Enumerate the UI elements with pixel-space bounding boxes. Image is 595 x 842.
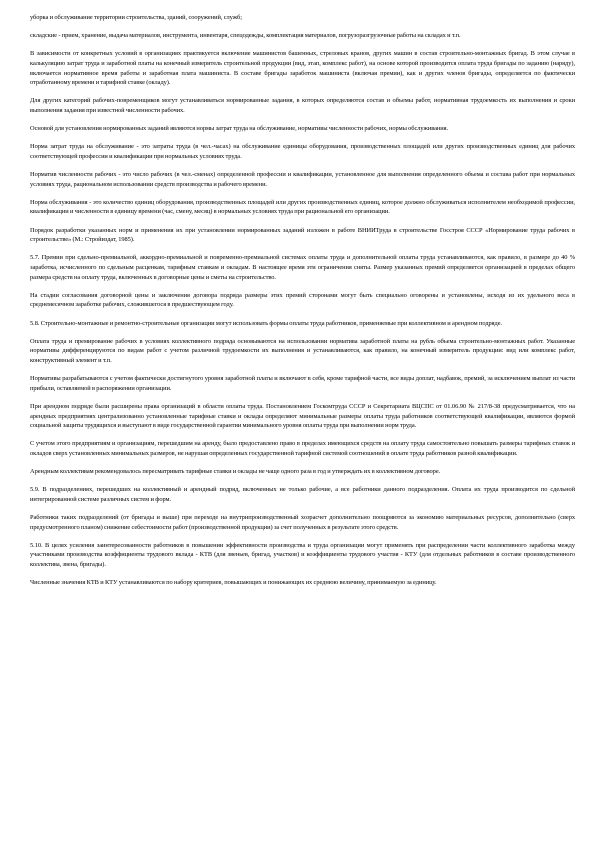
- paragraph: уборка и обслуживание территории строительства, зданий, сооружений, служб;: [30, 14, 242, 21]
- paragraph: Работники таких подразделений (от бригады и выше) при переходе на внутрипроизводственный хозрасчет дополнительно поощряются за экономию материальных ресурсов, дополнительно (сверх предусмотренного планом) снижение себестоимости работ (производственной продукции) за счет полученных в результате этого средств.: [30, 514, 575, 531]
- paragraph: В зависимости от конкретных условий в организациях практикуется включение машинистов башенных, стреловых кранов, других машин в состав строительно-монтажных бригад. В этом случае в калькуляцию затрат труда и заработной платы на конечный измеритель строительной продукции (вид, этап, комплекс работ), на основе которой производится оплата труда бригады по заданию (наряду), включается нормативное время работы и заработная плата машиниста. В составе бригады заработок машиниста (включая премии), как и других членов бригады, определяется по фактически отработанному времени и тарифной ставке (окладу).: [30, 50, 575, 87]
- section-5-10-paragraph: 5.10. В целях усиления заинтересованности работников в повышении эффективности производства и труда организации могут применять при распределении части коллективного заработка между участниками производства коэффициенты трудового вклада - КТВ (для звеньев, бригад, участков) и коэффициенты трудового участия - КТУ (для отдельных работников в составе производственного коллектива, звена, бригады).: [30, 541, 575, 569]
- paragraph: Норма затрат труда на обслуживание - это затраты труда (в чел.-часах) на обслуживание единицы оборудования, производственных площадей или других производственных единиц для рабочих соответствующей профессии и квалификации при нормальных условиях труда.: [30, 143, 575, 160]
- paragraph: Основой для установления нормированных заданий являются нормы затрат труда на обслуживание, нормативы численности рабочих, нормы обслуживания.: [30, 125, 449, 133]
- paragraph: Численные значения КТВ и КТУ устанавливаются по набору критериев, повышающих и понижающих их среднюю величину, принимаемую за единицу.: [30, 579, 437, 587]
- paragraph: Арендным коллективам рекомендовалось пересматривать тарифные ставки и оклады не чаще одного раза в год и утверждать их в коллективном договоре.: [30, 468, 441, 476]
- section-5-9-paragraph: 5.9. В подразделениях, перешедших на коллективный и арендный подряд, включенных не только рабочие, а все работники данного подразделения. Оплата их труда производится по сдельной интегрированной системе различных систем и форм.: [30, 486, 575, 503]
- paragraph: складские - прием, хранение, выдача материалов, инструмента, инвентаря, спецодежды, комплектация материалов, погрузоразгрузочные работы на складах и т.п.: [30, 32, 461, 40]
- section-5-8-paragraph: 5.8. Строительно-монтажные и ремонтно-строительные организации могут использовать формы оплаты труда работников, применяемые при коллективном и арендном подряде.: [30, 319, 503, 327]
- paragraph: Порядок разработки указанных норм и применения их при установлении нормированных заданий изложен в работе ВНИИТруда в строительстве Госстроя СССР «Нормирование труда рабочих в строительстве» (М.: Стройиздат, 1985).: [30, 226, 575, 244]
- paragraph: С учетом этого предприятиям и организациям, перешедшим на аренду, было предоставлено право в пределах имеющихся средств на оплату труда самостоятельно повышать размеры тарифных ставок и окладов сверх установленных минимальных размеров, не нарушая определенных государственной тарифной системой соотношений в оплате труда работников разной квалификации.: [30, 440, 575, 457]
- paragraph: Норма обслуживания - это количество единиц оборудования, производственных площадей или других производственных единиц, которое должно обслуживаться исполнителем необходимой профессии, квалификации и численности в единицу времени (час, смену, месяц) в нормальных условиях труда при рациональной его организации.: [30, 198, 575, 216]
- section-5-7-paragraph: 5.7. Премии при сдельно-премиальной, аккордно-премиальной и повременно-премиальной системах оплаты труда и дополнительной оплаты труда устанавливаются, как правило, в размере до 40 % заработка, исчисленного по сдельным расценкам, тарифным ставкам и окладам. В настоящее время эти ограничения сняты. Размер указанных премий определяется организацией в пределах общего размера средств на оплату труда, включенных в договорные цены и сметы на строительство.: [30, 254, 575, 281]
- paragraph: На стадии согласования договорной цены и заключения договора подряда размеры этих премий сторонами могут быть специально оговорены и установлены, исходя из их удельного веса в среднемесячном заработке рабочих, сложившегося в предшествующем году.: [30, 291, 575, 309]
- paragraph: При арендном подряде были расширены права организаций в области оплаты труда. Постановлением Госкомтруда СССР и Секретариата ВЦСПС от 01.06.90 № 217/8-38 предусматривается, что на арендных предприятиях централизованно установленные тарифные ставки и оклады определяют минимальные размеры оплаты труда работников соответствующей квалификации, являются формой социальной защиты трудящихся и выступают в виде государственной гарантии минимального уровня оплаты труда при выполнении норм труда.: [30, 402, 575, 430]
- paragraph: Оплата труда и премирование рабочих в условиях коллективного подряда основываются на использовании норматива заработной платы на рубль объема строительно-монтажных работ. Указанные нормативы дифференцируются по видам работ с учетом различной трудоемкости их выполнения и устанавливаются, как правило, на конечный измеритель продукции: вид или комплекс работ, конструктивный элемент и т.п.: [30, 337, 575, 364]
- paragraph: Норматив численности рабочих - это число рабочих (в чел.-сменах) определенной профессии и квалификации, установленное для выполнения определенного объема и состава работ при нормальных условиях труда, рациональном использовании средств производства и рабочего времени.: [30, 171, 575, 188]
- paragraph: Нормативы разрабатываются с учетом фактически достигнутого уровня заработной платы и включают в себя, кроме тарифной части, все виды доплат, надбавок, премий, за исключением выплат из части прибыли, оставляемой в распоряжении организации.: [30, 375, 575, 392]
- paragraph: Для других категорий рабочих-повременщиков могут устанавливаться нормированные задания, в которых определяются состав и объемы работ, нормативная трудоемкость их выполнения и сроки выполнения задания при известной численности рабочих.: [30, 97, 575, 114]
